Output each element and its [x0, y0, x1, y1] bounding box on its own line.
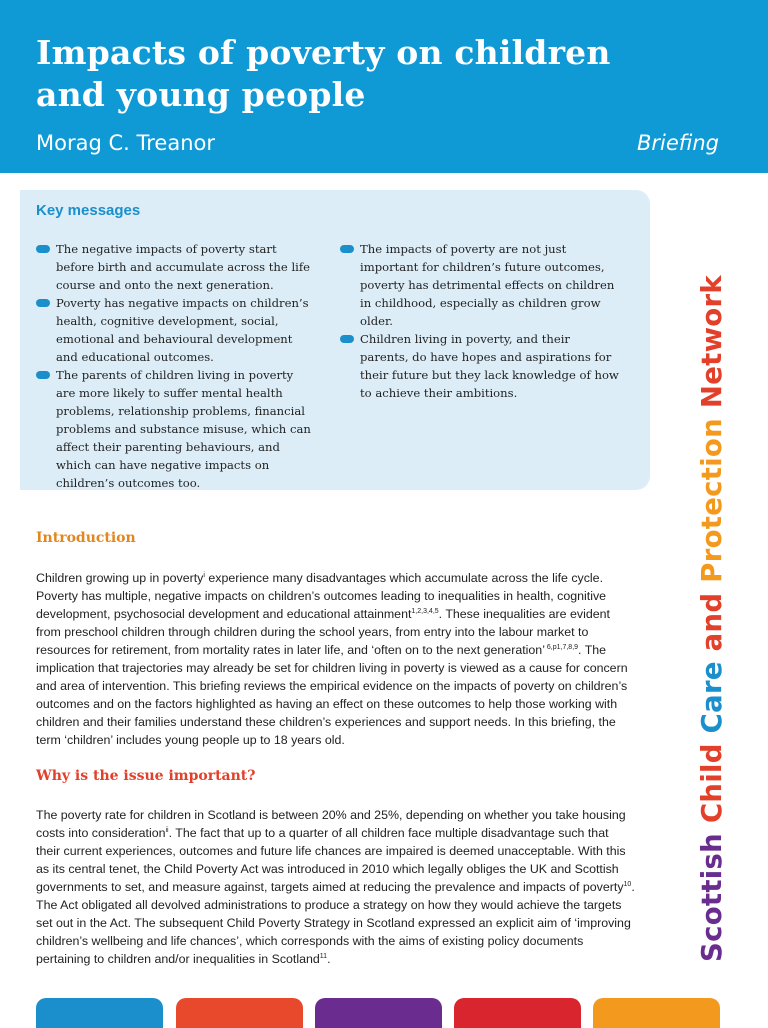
- bullet-icon: [36, 245, 50, 253]
- key-message-item: The negative impacts of poverty start before birth and accumulate across the life course and onto the next generation.: [36, 240, 316, 294]
- network-word: Protection: [696, 408, 728, 583]
- network-name-vertical: [696, 275, 728, 962]
- key-message-item: The impacts of poverty are not just important for children’s future outcomes, poverty has detrimental effects on children in childhood, especially as children grow older.: [340, 240, 620, 330]
- document-title: Impacts of poverty on children and young people: [36, 33, 611, 114]
- key-message-item: Poverty has negative impacts on children’s health, cognitive development, social, emotional and behavioural development and educational outcomes.: [36, 294, 316, 366]
- network-word: Network: [696, 275, 728, 409]
- network-word: Child: [696, 733, 728, 824]
- author-name: Morag C. Treanor: [36, 131, 215, 155]
- header-banner: [0, 0, 768, 173]
- introduction-paragraph: Children growing up in poverty$^i$ experience many disadvantages which accumulate across the life cycle. Poverty has multiple, negative impacts on children’s outcomes leading to inequalities in health, cognitive development, psychosocial development and educational attainment$^{1,2,3,4,5}$. These inequalities are evident from preschool children through children during the school years, from entry into the labour market to resources for retirement, from mortality rates in later life, and ‘often on to the next generation’ $^{6,p1,7,8,9}$. The implication that trajectories may already be set for children living in poverty is viewed as a cause for concern and area of intervention. This briefing reviews the empirical evidence on the impacts of poverty on children’s outcomes and on the factors highlighted as having an effect on these outcomes to help those working with children and their families understand these children’s experiences and support needs. In this briefing, the term ‘children’ includes young people up to 18 years old.: [36, 571, 628, 747]
- document-type: Briefing: [636, 131, 719, 155]
- bullet-icon: [340, 245, 354, 253]
- importance-heading: Why is the issue important?: [36, 768, 256, 784]
- bullet-icon: [340, 335, 354, 343]
- key-message-item: The parents of children living in poverty are more likely to suffer mental health problems, relationship problems, financial problems and substance misuse, which can affect their parenting behaviours, and which can have negative impacts on children’s outcomes too.: [36, 366, 316, 492]
- introduction-heading: Introduction: [36, 530, 136, 546]
- bullet-icon: [36, 299, 50, 307]
- network-word: Care: [696, 651, 728, 734]
- bullet-icon: [36, 371, 50, 379]
- key-message-item: Children living in poverty, and their parents, do have hopes and aspirations for their future but they lack knowledge of how to achieve their ambitions.: [340, 330, 620, 402]
- network-word: and: [696, 582, 728, 652]
- network-word: Scottish: [696, 823, 728, 962]
- key-messages-left-column: [36, 240, 316, 492]
- key-messages-title: Key messages: [36, 202, 141, 219]
- key-messages-box: [20, 190, 650, 490]
- importance-paragraph: The poverty rate for children in Scotland is between 20% and 25%, depending on whether you take housing costs into consideration$^{ii}$. The fact that up to a quarter of all children face multiple disadvantage such that their current experiences, outcomes and future life chances are impaired is deemed unacceptable. With this as its central tenet, the Child Poverty Act was introduced in 2010 which legally obliges the UK and Scottish governments to set, and measure against, targets aimed at reducing the prevalence and impacts of poverty$^{10}$. The Act obligated all devolved administrations to produce a strategy on how they would achieve the targets set out in the Act. The subsequent Child Poverty Strategy in Scotland expressed an explicit aim of ‘improving children’s wellbeing and life chances’, which corresponds with the aims of existing policy documents pertaining to children and/or inequalities in Scotland$^{11}$.: [36, 808, 635, 966]
- key-messages-right-column: [340, 240, 620, 402]
